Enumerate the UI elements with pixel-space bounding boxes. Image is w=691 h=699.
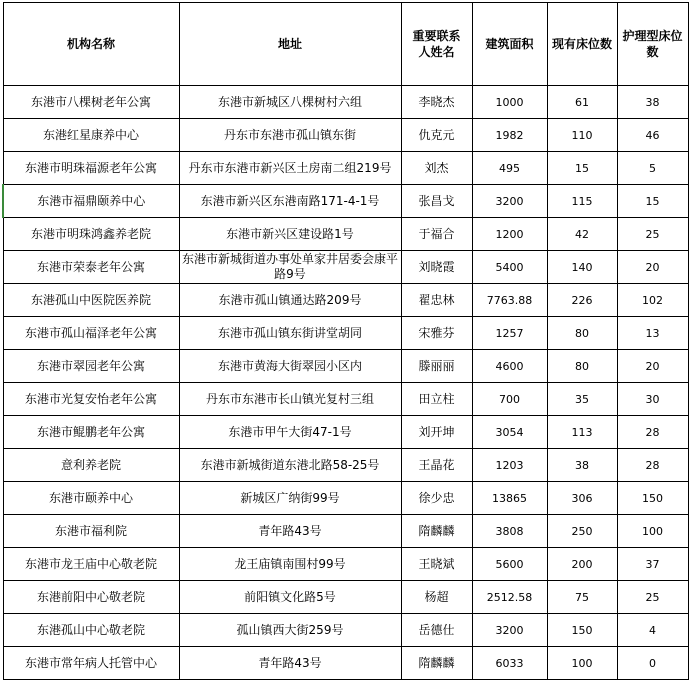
table-row	[3, 152, 688, 185]
cell-name: 东港市孤山福泽老年公寓	[3, 317, 179, 350]
cell-beds: 75	[547, 581, 617, 614]
cell-beds: 200	[547, 548, 617, 581]
table-row	[3, 350, 688, 383]
cell-name: 东港市鲲鹏老年公寓	[3, 416, 179, 449]
table-row	[3, 185, 688, 218]
cell-contact: 田立柱	[401, 383, 472, 416]
table-row	[3, 548, 688, 581]
cell-contact: 王晓斌	[401, 548, 472, 581]
cell-area: 1982	[472, 119, 547, 152]
cell-area: 1257	[472, 317, 547, 350]
cell-beds: 61	[547, 86, 617, 119]
cell-contact: 刘杰	[401, 152, 472, 185]
cell-address: 东港市孤山镇东街讲堂胡同	[179, 317, 401, 350]
cell-area: 6033	[472, 647, 547, 680]
cell-address: 东港市新城街道东港北路58-25号	[179, 449, 401, 482]
cell-name: 东港市八棵树老年公寓	[3, 86, 179, 119]
cell-nursing-beds: 46	[617, 119, 688, 152]
cell-nursing-beds: 25	[617, 581, 688, 614]
header-nursing-beds: 护理型床位数	[617, 3, 688, 86]
cell-area: 3200	[472, 614, 547, 647]
cell-contact: 滕丽丽	[401, 350, 472, 383]
cell-area: 1203	[472, 449, 547, 482]
cell-name: 东港红星康养中心	[3, 119, 179, 152]
cell-nursing-beds: 28	[617, 449, 688, 482]
table-row	[3, 614, 688, 647]
cell-name: 东港市福利院	[3, 515, 179, 548]
cell-address: 东港市新城区八棵树村六组	[179, 86, 401, 119]
cell-area: 700	[472, 383, 547, 416]
cell-nursing-beds: 5	[617, 152, 688, 185]
cell-address: 东港市新兴区建设路1号	[179, 218, 401, 251]
cell-area: 2512.58	[472, 581, 547, 614]
cell-address: 丹东市东港市新兴区土房南二组219号	[179, 152, 401, 185]
cell-beds: 38	[547, 449, 617, 482]
cell-name: 东港市明珠福源老年公寓	[3, 152, 179, 185]
table-row	[3, 284, 688, 317]
cell-area: 7763.88	[472, 284, 547, 317]
header-name: 机构名称	[3, 3, 179, 86]
cell-name: 东港孤山中心敬老院	[3, 614, 179, 647]
cell-contact: 王晶花	[401, 449, 472, 482]
cell-area: 3200	[472, 185, 547, 218]
cell-area: 1000	[472, 86, 547, 119]
cell-area: 1200	[472, 218, 547, 251]
cell-nursing-beds: 28	[617, 416, 688, 449]
cell-beds: 15	[547, 152, 617, 185]
cell-address: 孤山镇西大街259号	[179, 614, 401, 647]
table-row	[3, 581, 688, 614]
cell-beds: 113	[547, 416, 617, 449]
cell-name: 东港市光复安怡老年公寓	[3, 383, 179, 416]
cell-nursing-beds: 38	[617, 86, 688, 119]
cell-address: 丹东市东港市孤山镇东街	[179, 119, 401, 152]
cell-name: 东港市翠园老年公寓	[3, 350, 179, 383]
cell-nursing-beds: 13	[617, 317, 688, 350]
cell-contact: 李晓杰	[401, 86, 472, 119]
cell-address: 青年路43号	[179, 515, 401, 548]
table-row	[3, 383, 688, 416]
cell-beds: 150	[547, 614, 617, 647]
cell-contact: 翟忠林	[401, 284, 472, 317]
cell-area: 5600	[472, 548, 547, 581]
cell-name: 东港前阳中心敬老院	[3, 581, 179, 614]
table-row	[3, 86, 688, 119]
cell-contact: 隋麟麟	[401, 647, 472, 680]
cell-beds: 115	[547, 185, 617, 218]
cell-address: 青年路43号	[179, 647, 401, 680]
institution-table	[2, 2, 689, 680]
cell-area: 5400	[472, 251, 547, 284]
cell-beds: 306	[547, 482, 617, 515]
table-row	[3, 416, 688, 449]
cell-contact: 仇克元	[401, 119, 472, 152]
cell-nursing-beds: 102	[617, 284, 688, 317]
cell-contact: 刘开坤	[401, 416, 472, 449]
header-address: 地址	[179, 3, 401, 86]
cell-contact: 隋麟麟	[401, 515, 472, 548]
cell-area: 3054	[472, 416, 547, 449]
table-row	[3, 317, 688, 350]
table-row	[3, 647, 688, 680]
cell-nursing-beds: 20	[617, 251, 688, 284]
cell-beds: 35	[547, 383, 617, 416]
cell-nursing-beds: 15	[617, 185, 688, 218]
cell-nursing-beds: 25	[617, 218, 688, 251]
cell-area: 4600	[472, 350, 547, 383]
cell-name: 意利养老院	[3, 449, 179, 482]
header-contact: 重要联系人姓名	[401, 3, 472, 86]
cell-address: 前阳镇文化路5号	[179, 581, 401, 614]
cell-contact: 于福合	[401, 218, 472, 251]
cell-contact: 徐少忠	[401, 482, 472, 515]
cell-name: 东港市明珠鸿鑫养老院	[3, 218, 179, 251]
cell-address: 丹东市东港市长山镇光复村三组	[179, 383, 401, 416]
cell-area: 495	[472, 152, 547, 185]
cell-beds: 100	[547, 647, 617, 680]
cell-nursing-beds: 0	[617, 647, 688, 680]
header-beds: 现有床位数	[547, 3, 617, 86]
table-row	[3, 515, 688, 548]
cell-contact: 杨超	[401, 581, 472, 614]
cell-beds: 110	[547, 119, 617, 152]
cell-address: 东港市黄海大街翠园小区内	[179, 350, 401, 383]
cell-nursing-beds: 150	[617, 482, 688, 515]
cell-address: 新城区广纳街99号	[179, 482, 401, 515]
cell-nursing-beds: 100	[617, 515, 688, 548]
cell-contact: 刘晓霞	[401, 251, 472, 284]
cell-address: 东港市新城街道办事处单家井居委会康平路9号	[179, 251, 401, 284]
table-row	[3, 251, 688, 284]
header-area: 建筑面积	[472, 3, 547, 86]
cell-contact: 宋雅芬	[401, 317, 472, 350]
table-row	[3, 218, 688, 251]
cell-address: 龙王庙镇南围村99号	[179, 548, 401, 581]
cell-address: 东港市孤山镇通达路209号	[179, 284, 401, 317]
cell-address: 东港市甲午大街47-1号	[179, 416, 401, 449]
cell-name: 东港市龙王庙中心敬老院	[3, 548, 179, 581]
cell-area: 13865	[472, 482, 547, 515]
cell-contact: 岳德仕	[401, 614, 472, 647]
cell-beds: 80	[547, 350, 617, 383]
table-row	[3, 119, 688, 152]
cell-beds: 80	[547, 317, 617, 350]
cell-contact: 张昌戈	[401, 185, 472, 218]
cell-beds: 42	[547, 218, 617, 251]
cell-address: 东港市新兴区东港南路171-4-1号	[179, 185, 401, 218]
cell-name: 东港市荣泰老年公寓	[3, 251, 179, 284]
cell-area: 3808	[472, 515, 547, 548]
cell-name: 东港市颐养中心	[3, 482, 179, 515]
cell-beds: 250	[547, 515, 617, 548]
header-row	[3, 3, 688, 86]
cell-name: 东港市常年病人托管中心	[3, 647, 179, 680]
cell-nursing-beds: 37	[617, 548, 688, 581]
cell-nursing-beds: 4	[617, 614, 688, 647]
cell-beds: 140	[547, 251, 617, 284]
cell-nursing-beds: 20	[617, 350, 688, 383]
cell-nursing-beds: 30	[617, 383, 688, 416]
table-row	[3, 449, 688, 482]
cell-name: 东港市福鼎颐养中心	[3, 185, 179, 218]
cell-beds: 226	[547, 284, 617, 317]
table-row	[3, 482, 688, 515]
table-body	[3, 86, 688, 680]
cell-name: 东港孤山中医院医养院	[3, 284, 179, 317]
